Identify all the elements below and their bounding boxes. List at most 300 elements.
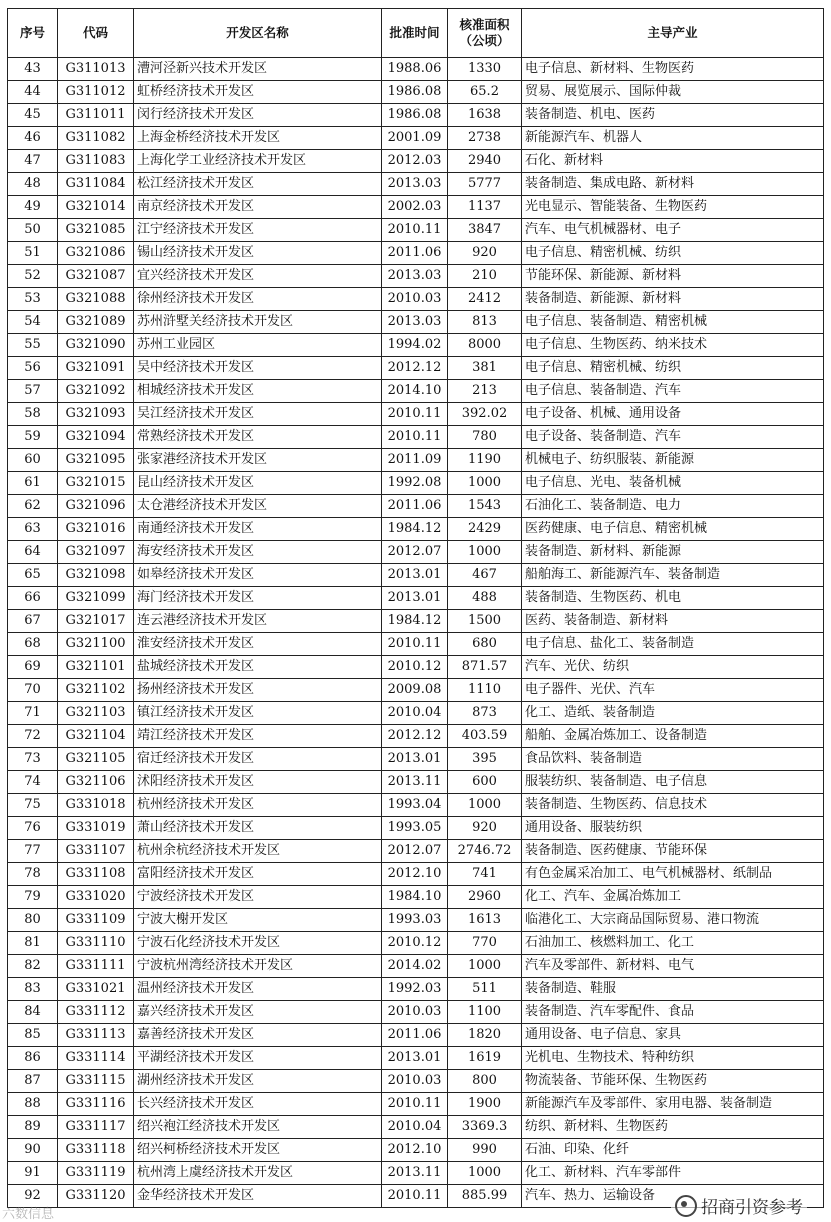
cell-num: 70 [8, 679, 58, 702]
cell-name: 长兴经济技术开发区 [134, 1093, 382, 1116]
cell-area: 467 [448, 564, 522, 587]
table-row [8, 472, 824, 495]
table-row [8, 81, 824, 104]
cell-industry: 石化、新材料 [522, 150, 824, 173]
cell-name: 连云港经济技术开发区 [134, 610, 382, 633]
cell-name: 南通经济技术开发区 [134, 518, 382, 541]
cell-num: 79 [8, 886, 58, 909]
table-row [8, 288, 824, 311]
cell-time: 2012.10 [382, 863, 448, 886]
cell-time: 2010.11 [382, 1093, 448, 1116]
cell-area: 1900 [448, 1093, 522, 1116]
cell-name: 吴中经济技术开发区 [134, 357, 382, 380]
cell-industry: 装备制造、生物医药、信息技术 [522, 794, 824, 817]
cell-area: 1000 [448, 794, 522, 817]
cell-time: 2002.03 [382, 196, 448, 219]
cell-num: 50 [8, 219, 58, 242]
cell-area: 920 [448, 817, 522, 840]
cell-area: 920 [448, 242, 522, 265]
table-row [8, 104, 824, 127]
cell-num: 68 [8, 633, 58, 656]
header-num: 序号 [8, 9, 58, 58]
cell-area: 990 [448, 1139, 522, 1162]
cell-name: 如皋经济技术开发区 [134, 564, 382, 587]
cell-time: 2001.09 [382, 127, 448, 150]
cell-industry: 光机电、生物技术、特种纺织 [522, 1047, 824, 1070]
cell-industry: 电子信息、新材料、生物医药 [522, 58, 824, 81]
cell-num: 51 [8, 242, 58, 265]
cell-industry: 新能源汽车、机器人 [522, 127, 824, 150]
cell-area: 3847 [448, 219, 522, 242]
cell-name: 常熟经济技术开发区 [134, 426, 382, 449]
cell-area: 1619 [448, 1047, 522, 1070]
cell-num: 87 [8, 1070, 58, 1093]
cell-num: 76 [8, 817, 58, 840]
cell-code: G331119 [58, 1162, 134, 1185]
table-row [8, 817, 824, 840]
cell-area: 2412 [448, 288, 522, 311]
cell-num: 53 [8, 288, 58, 311]
table-row [8, 541, 824, 564]
cell-industry: 节能环保、新能源、新材料 [522, 265, 824, 288]
cell-code: G331021 [58, 978, 134, 1001]
cell-num: 67 [8, 610, 58, 633]
cell-num: 65 [8, 564, 58, 587]
cell-time: 1993.03 [382, 909, 448, 932]
cell-time: 1993.04 [382, 794, 448, 817]
cell-area: 1000 [448, 955, 522, 978]
table-row [8, 702, 824, 725]
cell-industry: 船舶海工、新能源汽车、装备制造 [522, 564, 824, 587]
cell-num: 47 [8, 150, 58, 173]
cell-time: 2013.11 [382, 771, 448, 794]
cell-time: 2010.11 [382, 633, 448, 656]
cell-num: 90 [8, 1139, 58, 1162]
cell-area: 780 [448, 426, 522, 449]
table-row [8, 403, 824, 426]
cell-code: G321093 [58, 403, 134, 426]
table-body [8, 58, 824, 1208]
cell-code: G321106 [58, 771, 134, 794]
cell-time: 2009.08 [382, 679, 448, 702]
cell-area: 1820 [448, 1024, 522, 1047]
cell-name: 绍兴柯桥经济技术开发区 [134, 1139, 382, 1162]
cell-num: 55 [8, 334, 58, 357]
table-row [8, 1001, 824, 1024]
cell-name: 盐城经济技术开发区 [134, 656, 382, 679]
cell-area: 600 [448, 771, 522, 794]
cell-area: 770 [448, 932, 522, 955]
cell-time: 2012.07 [382, 840, 448, 863]
cell-name: 宁波石化经济技术开发区 [134, 932, 382, 955]
header-time: 批准时间 [382, 9, 448, 58]
cell-num: 45 [8, 104, 58, 127]
table-row [8, 955, 824, 978]
table-row [8, 196, 824, 219]
cell-industry: 石油、印染、化纤 [522, 1139, 824, 1162]
cell-area: 2738 [448, 127, 522, 150]
cell-name: 宁波经济技术开发区 [134, 886, 382, 909]
cell-time: 2010.04 [382, 702, 448, 725]
cell-code: G331118 [58, 1139, 134, 1162]
cell-name: 镇江经济技术开发区 [134, 702, 382, 725]
cell-code: G331019 [58, 817, 134, 840]
cell-code: G321097 [58, 541, 134, 564]
table-row [8, 978, 824, 1001]
cell-time: 1984.12 [382, 610, 448, 633]
cell-time: 2010.11 [382, 426, 448, 449]
cell-time: 1984.12 [382, 518, 448, 541]
cell-code: G321094 [58, 426, 134, 449]
cell-code: G321104 [58, 725, 134, 748]
table-row [8, 587, 824, 610]
cell-industry: 汽车、电气机械器材、电子 [522, 219, 824, 242]
cell-industry: 有色金属采冶加工、电气机械器材、纸制品 [522, 863, 824, 886]
table-row [8, 679, 824, 702]
cell-num: 72 [8, 725, 58, 748]
cell-num: 71 [8, 702, 58, 725]
cell-time: 2012.10 [382, 1139, 448, 1162]
cell-industry: 汽车及零部件、新材料、电气 [522, 955, 824, 978]
cell-industry: 电子信息、装备制造、汽车 [522, 380, 824, 403]
cell-area: 680 [448, 633, 522, 656]
cell-industry: 纺织、新材料、生物医药 [522, 1116, 824, 1139]
cell-code: G321086 [58, 242, 134, 265]
cell-code: G321087 [58, 265, 134, 288]
cell-num: 59 [8, 426, 58, 449]
cell-num: 88 [8, 1093, 58, 1116]
cell-name: 金华经济技术开发区 [134, 1185, 382, 1208]
cell-code: G331115 [58, 1070, 134, 1093]
table-row [8, 886, 824, 909]
table-row [8, 794, 824, 817]
cell-name: 闵行经济技术开发区 [134, 104, 382, 127]
table-row [8, 1139, 824, 1162]
cell-code: G321090 [58, 334, 134, 357]
cell-name: 虹桥经济技术开发区 [134, 81, 382, 104]
cell-num: 61 [8, 472, 58, 495]
cell-num: 84 [8, 1001, 58, 1024]
cell-code: G311012 [58, 81, 134, 104]
cell-industry: 电子信息、精密机械、纺织 [522, 357, 824, 380]
cell-area: 800 [448, 1070, 522, 1093]
cell-num: 49 [8, 196, 58, 219]
cell-num: 46 [8, 127, 58, 150]
cell-code: G321088 [58, 288, 134, 311]
header-industry: 主导产业 [522, 9, 824, 58]
cell-num: 63 [8, 518, 58, 541]
table-row [8, 242, 824, 265]
cell-industry: 机械电子、纺织服装、新能源 [522, 449, 824, 472]
cell-area: 65.2 [448, 81, 522, 104]
cell-time: 2011.06 [382, 1024, 448, 1047]
cell-num: 44 [8, 81, 58, 104]
cell-time: 2011.06 [382, 242, 448, 265]
cell-name: 海安经济技术开发区 [134, 541, 382, 564]
cell-time: 2013.03 [382, 265, 448, 288]
cell-area: 2940 [448, 150, 522, 173]
table-row [8, 1116, 824, 1139]
cell-num: 83 [8, 978, 58, 1001]
cell-time: 2010.11 [382, 403, 448, 426]
cell-name: 绍兴袍江经济技术开发区 [134, 1116, 382, 1139]
cell-name: 靖江经济技术开发区 [134, 725, 382, 748]
cell-name: 昆山经济技术开发区 [134, 472, 382, 495]
cell-code: G321015 [58, 472, 134, 495]
cell-area: 813 [448, 311, 522, 334]
cell-area: 871.57 [448, 656, 522, 679]
cell-area: 213 [448, 380, 522, 403]
cell-name: 湖州经济技术开发区 [134, 1070, 382, 1093]
cell-time: 1992.08 [382, 472, 448, 495]
table-row [8, 656, 824, 679]
cell-name: 扬州经济技术开发区 [134, 679, 382, 702]
cell-num: 92 [8, 1185, 58, 1208]
cell-industry: 汽车、热力、运输设备 [522, 1185, 824, 1208]
cell-industry: 装备制造、汽车零配件、食品 [522, 1001, 824, 1024]
cell-code: G321099 [58, 587, 134, 610]
cell-time: 2012.07 [382, 541, 448, 564]
cell-code: G331114 [58, 1047, 134, 1070]
cell-area: 1000 [448, 541, 522, 564]
cell-name: 锡山经济技术开发区 [134, 242, 382, 265]
cell-industry: 装备制造、鞋服 [522, 978, 824, 1001]
table-row [8, 58, 824, 81]
table-row [8, 219, 824, 242]
cell-code: G331109 [58, 909, 134, 932]
cell-industry: 装备制造、新材料、新能源 [522, 541, 824, 564]
cell-name: 杭州经济技术开发区 [134, 794, 382, 817]
cell-industry: 化工、汽车、金属冶炼加工 [522, 886, 824, 909]
table-row [8, 1093, 824, 1116]
cell-industry: 电子信息、生物医药、纳米技术 [522, 334, 824, 357]
cell-time: 1993.05 [382, 817, 448, 840]
cell-code: G321091 [58, 357, 134, 380]
cell-area: 403.59 [448, 725, 522, 748]
cell-name: 嘉善经济技术开发区 [134, 1024, 382, 1047]
cell-time: 1994.02 [382, 334, 448, 357]
cell-num: 74 [8, 771, 58, 794]
cell-area: 1000 [448, 1162, 522, 1185]
cell-time: 2013.03 [382, 311, 448, 334]
cell-code: G331020 [58, 886, 134, 909]
cell-time: 1984.10 [382, 886, 448, 909]
cell-name: 淮安经济技术开发区 [134, 633, 382, 656]
cell-industry: 装备制造、生物医药、机电 [522, 587, 824, 610]
cell-num: 52 [8, 265, 58, 288]
cell-code: G321096 [58, 495, 134, 518]
cell-code: G321105 [58, 748, 134, 771]
cell-industry: 电子设备、装备制造、汽车 [522, 426, 824, 449]
cell-num: 89 [8, 1116, 58, 1139]
cell-code: G311082 [58, 127, 134, 150]
cell-name: 嘉兴经济技术开发区 [134, 1001, 382, 1024]
wechat-icon [675, 1195, 697, 1217]
cell-area: 2429 [448, 518, 522, 541]
cell-code: G321101 [58, 656, 134, 679]
cell-name: 杭州湾上虞经济技术开发区 [134, 1162, 382, 1185]
cell-time: 2010.03 [382, 1001, 448, 1024]
cell-industry: 服装纺织、装备制造、电子信息 [522, 771, 824, 794]
cell-area: 873 [448, 702, 522, 725]
cell-time: 1986.08 [382, 104, 448, 127]
cell-time: 2010.12 [382, 932, 448, 955]
cell-num: 73 [8, 748, 58, 771]
cell-industry: 化工、造纸、装备制造 [522, 702, 824, 725]
cell-num: 69 [8, 656, 58, 679]
cell-name: 杭州余杭经济技术开发区 [134, 840, 382, 863]
cell-name: 漕河泾新兴技术开发区 [134, 58, 382, 81]
cell-time: 2014.10 [382, 380, 448, 403]
cell-time: 2010.11 [382, 219, 448, 242]
cell-name: 上海化学工业经济技术开发区 [134, 150, 382, 173]
cell-name: 宿迁经济技术开发区 [134, 748, 382, 771]
dev-zone-table [7, 8, 824, 1208]
table-row [8, 311, 824, 334]
cell-time: 2010.03 [382, 288, 448, 311]
table-row [8, 840, 824, 863]
table-row [8, 1070, 824, 1093]
cell-area: 392.02 [448, 403, 522, 426]
cell-area: 5777 [448, 173, 522, 196]
cell-time: 2014.02 [382, 955, 448, 978]
cell-code: G331111 [58, 955, 134, 978]
cell-area: 3369.3 [448, 1116, 522, 1139]
cell-area: 1000 [448, 472, 522, 495]
cell-name: 海门经济技术开发区 [134, 587, 382, 610]
table-row [8, 127, 824, 150]
cell-time: 2011.06 [382, 495, 448, 518]
cell-name: 相城经济技术开发区 [134, 380, 382, 403]
table-row [8, 495, 824, 518]
cell-area: 2746.72 [448, 840, 522, 863]
cell-area: 1500 [448, 610, 522, 633]
cell-code: G321017 [58, 610, 134, 633]
cell-industry: 汽车、光伏、纺织 [522, 656, 824, 679]
table-row [8, 1162, 824, 1185]
cell-code: G321092 [58, 380, 134, 403]
cell-time: 1988.06 [382, 58, 448, 81]
cell-code: G321100 [58, 633, 134, 656]
cell-area: 1190 [448, 449, 522, 472]
cell-industry: 电子设备、机械、通用设备 [522, 403, 824, 426]
cell-num: 60 [8, 449, 58, 472]
cell-industry: 通用设备、服装纺织 [522, 817, 824, 840]
cell-num: 86 [8, 1047, 58, 1070]
cell-area: 1543 [448, 495, 522, 518]
table-row [8, 173, 824, 196]
cell-num: 75 [8, 794, 58, 817]
table-row [8, 380, 824, 403]
cell-name: 张家港经济技术开发区 [134, 449, 382, 472]
cell-industry: 装备制造、机电、医药 [522, 104, 824, 127]
cell-name: 温州经济技术开发区 [134, 978, 382, 1001]
cell-code: G331112 [58, 1001, 134, 1024]
cell-area: 1613 [448, 909, 522, 932]
cell-name: 萧山经济技术开发区 [134, 817, 382, 840]
cell-code: G321014 [58, 196, 134, 219]
cell-num: 58 [8, 403, 58, 426]
table-row [8, 909, 824, 932]
table-row [8, 633, 824, 656]
cell-industry: 医药健康、电子信息、精密机械 [522, 518, 824, 541]
cell-area: 741 [448, 863, 522, 886]
cell-name: 江宁经济技术开发区 [134, 219, 382, 242]
cell-time: 2013.03 [382, 173, 448, 196]
cell-num: 48 [8, 173, 58, 196]
header-area: 核准面积（公顷） [448, 9, 522, 58]
cell-num: 81 [8, 932, 58, 955]
cell-industry: 装备制造、新能源、新材料 [522, 288, 824, 311]
cell-time: 2013.01 [382, 587, 448, 610]
table-row [8, 863, 824, 886]
cell-industry: 船舶、金属冶炼加工、设备制造 [522, 725, 824, 748]
cell-area: 1110 [448, 679, 522, 702]
cell-code: G331120 [58, 1185, 134, 1208]
cell-time: 2013.01 [382, 748, 448, 771]
cell-time: 2010.12 [382, 656, 448, 679]
cell-time: 2013.11 [382, 1162, 448, 1185]
cell-num: 85 [8, 1024, 58, 1047]
cell-area: 511 [448, 978, 522, 1001]
cell-area: 210 [448, 265, 522, 288]
cell-code: G331018 [58, 794, 134, 817]
cell-name: 宁波大榭开发区 [134, 909, 382, 932]
header-name: 开发区名称 [134, 9, 382, 58]
cell-industry: 石油加工、核燃料加工、化工 [522, 932, 824, 955]
cell-num: 78 [8, 863, 58, 886]
cell-time: 2013.01 [382, 1047, 448, 1070]
cell-industry: 石油化工、装备制造、电力 [522, 495, 824, 518]
cell-area: 1330 [448, 58, 522, 81]
cell-name: 上海金桥经济技术开发区 [134, 127, 382, 150]
cell-industry: 电子信息、盐化工、装备制造 [522, 633, 824, 656]
cell-industry: 食品饮料、装备制造 [522, 748, 824, 771]
cell-industry: 装备制造、集成电路、新材料 [522, 173, 824, 196]
cell-industry: 物流装备、节能环保、生物医药 [522, 1070, 824, 1093]
table-row [8, 1024, 824, 1047]
cell-num: 82 [8, 955, 58, 978]
cell-area: 1100 [448, 1001, 522, 1024]
table-row [8, 748, 824, 771]
cell-time: 2010.04 [382, 1116, 448, 1139]
cell-industry: 贸易、展览展示、国际仲裁 [522, 81, 824, 104]
cell-code: G331113 [58, 1024, 134, 1047]
cell-code: G331110 [58, 932, 134, 955]
cell-time: 2012.03 [382, 150, 448, 173]
cell-num: 91 [8, 1162, 58, 1185]
cell-name: 平湖经济技术开发区 [134, 1047, 382, 1070]
cell-num: 80 [8, 909, 58, 932]
cell-code: G311084 [58, 173, 134, 196]
cell-code: G321089 [58, 311, 134, 334]
table-row [8, 265, 824, 288]
cell-industry: 临港化工、大宗商品国际贸易、港口物流 [522, 909, 824, 932]
cell-time: 2012.12 [382, 357, 448, 380]
table-header [8, 9, 824, 58]
cell-code: G321085 [58, 219, 134, 242]
cell-name: 苏州浒墅关经济技术开发区 [134, 311, 382, 334]
cell-code: G331108 [58, 863, 134, 886]
cell-code: G321095 [58, 449, 134, 472]
cell-code: G331107 [58, 840, 134, 863]
cell-name: 宁波杭州湾经济技术开发区 [134, 955, 382, 978]
cell-time: 2010.03 [382, 1070, 448, 1093]
cell-time: 2013.01 [382, 564, 448, 587]
cell-industry: 电子信息、光电、装备机械 [522, 472, 824, 495]
cell-industry: 化工、新材料、汽车零部件 [522, 1162, 824, 1185]
cell-code: G311083 [58, 150, 134, 173]
